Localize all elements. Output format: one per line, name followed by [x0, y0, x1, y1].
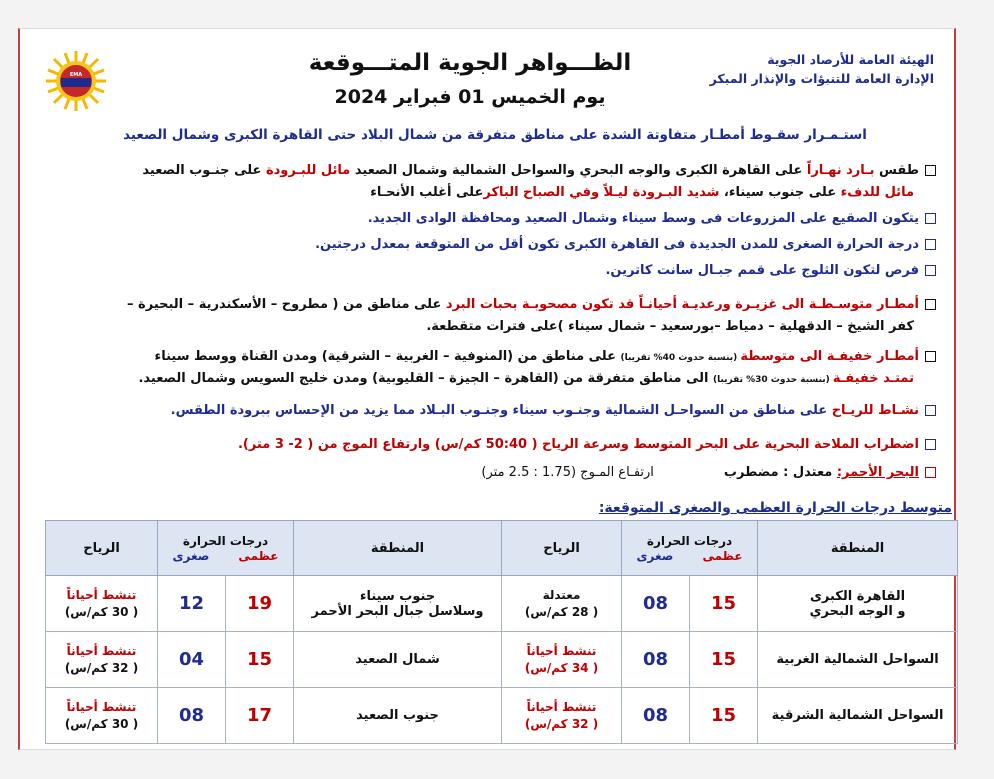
text: و الوجه البحري — [809, 603, 906, 619]
text: على جنـوب الصعيد — [142, 163, 266, 178]
list-item — [46, 260, 936, 282]
list-item-sea — [46, 462, 936, 484]
text: ( 32 كم/س) — [64, 660, 139, 675]
text: نشـاط للريـاح — [831, 403, 919, 418]
logo-text: EMA — [69, 72, 83, 78]
col-region: المنطقة — [294, 521, 502, 576]
text: تنشط أحياناً — [66, 643, 137, 658]
text: (بنسبة حدوث 30% تقريبا) — [713, 375, 833, 385]
max-temp: 19 — [226, 576, 294, 632]
region-cell — [758, 576, 958, 632]
text: تنشط أحياناً — [66, 587, 137, 602]
region-cell — [294, 632, 502, 688]
text: ( 32 كم/س) — [524, 716, 599, 731]
text: تمتـد خفيفـة — [832, 371, 914, 386]
temp-header: درجات الحرارة — [182, 534, 269, 548]
text: أمطـار خفيفـة الى متوسطة — [740, 349, 919, 364]
wind-cell — [502, 632, 622, 688]
col-region: المنطقة — [758, 521, 958, 576]
text: على مناطق من ( مطروح – الأسكندرية – البحيرة – — [127, 297, 446, 312]
text: السواحل الشمالية الشرقية — [771, 708, 944, 723]
org-line-2: الإدارة العامة للتنبؤات والإنذار المبكر — [709, 71, 934, 86]
list-item — [46, 234, 936, 256]
text: على أغلب الأنحـاء — [370, 185, 484, 200]
max-temp: 15 — [690, 576, 758, 632]
col-temp — [158, 521, 294, 576]
list-item-cont — [46, 182, 936, 204]
min-temp: 12 — [158, 576, 226, 632]
text: على مناطق من السواحـل الشمالية وجنـوب سيناء وجنـوب البـلاد — [414, 403, 832, 418]
text: كفر الشيخ – الدقهلية – دمياط –بورسعيد – شمال سيناء )على فترات متقطعة. — [426, 319, 914, 334]
max-header: عظمى — [238, 549, 279, 563]
text: ( 28 كم/س) — [524, 604, 599, 619]
max-temp: 15 — [690, 632, 758, 688]
min-header: صغرى — [172, 549, 210, 563]
min-temp: 08 — [622, 688, 690, 744]
text: ( 30 كم/س) — [64, 716, 139, 731]
checkbox-icon — [925, 265, 936, 276]
text: شمال الصعيد — [355, 652, 440, 667]
page-title: الظـــواهر الجوية المتـــوقعة — [308, 50, 632, 76]
list-item — [46, 294, 936, 316]
region-cell — [758, 688, 958, 744]
table-header — [46, 521, 958, 576]
headline: استـمـرار سقـوط أمطـار متفاوتة الشدة على مناطق متفرقة من شمال البلاد حتى القاهرة الكبرى وشمال الصعيد — [123, 127, 867, 143]
text: أمطـار متوسـطـة الى غزيـرة ورعديـة أحيانـاً قد تكون مصحوبـة بحبات البرد — [445, 297, 919, 312]
checkbox-icon — [925, 467, 936, 478]
text: فرص لتكون الثلوج على قمم جبـال سانت كاترين. — [605, 263, 919, 278]
text: تنشط أحياناً — [526, 643, 597, 658]
checkbox-icon — [925, 239, 936, 250]
max-temp: 15 — [226, 632, 294, 688]
bulletin-date: يوم الخميس 01 فبراير 2024 — [334, 86, 606, 108]
text: جنوب سيناء — [359, 588, 436, 604]
text: تنشط أحياناً — [66, 699, 137, 714]
sea-wave: ارتفـاع المـوج (1.75 : 2.5 متر) — [481, 465, 654, 480]
col-wind: الرياح — [46, 521, 158, 576]
table-row — [46, 688, 958, 744]
text: معتدلة — [542, 587, 581, 602]
text: تنشط أحياناً — [526, 699, 597, 714]
list-item — [46, 434, 936, 456]
text: جنوب الصعيد — [356, 708, 439, 723]
max-temp: 15 — [690, 688, 758, 744]
org-line-1: الهيئة العامة للأرصاد الجوية — [767, 52, 934, 67]
checkbox-icon — [925, 439, 936, 450]
text: (بنسبة حدوث 40% تقريبا) — [620, 353, 741, 363]
text: وسلاسل جبال البحر الأحمر — [311, 603, 484, 619]
min-temp: 08 — [622, 632, 690, 688]
col-temp — [622, 521, 758, 576]
max-header: عظمى — [702, 549, 743, 563]
wind-cell — [46, 632, 158, 688]
checkbox-icon — [925, 405, 936, 416]
org-name — [710, 50, 934, 88]
checkbox-icon — [925, 299, 936, 310]
text: درجة الحرارة الصغرى للمدن الجديدة فى القاهرة الكبرى تكون أقل من المتوقعة بمعدل درجتين. — [315, 237, 919, 252]
text: على القاهرة الكبرى والوجه البحري والسواحل الشمالية وشمال الصعيد — [350, 163, 807, 178]
sea-label: البحر الأحمر: — [836, 465, 919, 480]
text: على مناطق من (المنوفية – الغربية – الشرقية) ومدن القناة ووسط سيناء — [154, 349, 621, 364]
table-row — [46, 576, 958, 632]
wind-cell — [502, 576, 622, 632]
region-cell — [758, 632, 958, 688]
min-temp: 08 — [622, 576, 690, 632]
text: على جنوب سيناء، — [719, 185, 841, 200]
checkbox-icon — [925, 213, 936, 224]
wind-cell — [46, 688, 158, 744]
checkbox-icon — [925, 351, 936, 362]
region-cell — [294, 688, 502, 744]
text: اضطراب الملاحة البحرية على البحر المتوسط وسرعة الرياح ( 50:40 كم/س) وارتفاع الموج من ( 2- 3 متر). — [237, 437, 919, 452]
text: السواحل الشمالية الغربية — [776, 652, 939, 667]
sea-state: معتدل : مضطرب — [723, 465, 837, 480]
wind-cell — [502, 688, 622, 744]
text: ( 34 كم/س) — [524, 660, 599, 675]
list-item — [46, 160, 936, 182]
text: طقس — [874, 163, 919, 178]
temperature-table — [45, 520, 958, 744]
list-item — [46, 208, 936, 230]
list-item — [46, 346, 936, 369]
text: شديد البـرودة ليـلاً وفي الصباح الباكر — [483, 185, 720, 200]
table-title: متوسط درجات الحرارة العظمى والصغرى المتوقعة: — [598, 500, 952, 516]
temp-header: درجات الحرارة — [646, 534, 733, 548]
wind-cell — [46, 576, 158, 632]
region-cell — [294, 576, 502, 632]
text: بـارد نهـاراً — [806, 163, 875, 178]
text: مائل للبـرودة — [265, 163, 351, 178]
text: يتكون الصقيع على المزروعات فى وسط سيناء وشمال الصعيد ومحافظة الوادى الجديد. — [367, 211, 919, 226]
text: القاهرة الكبرى — [809, 588, 906, 604]
text: مائل للدفء — [840, 185, 914, 200]
list-item-cont — [46, 316, 936, 338]
list-item — [46, 400, 936, 422]
min-temp: 08 — [158, 688, 226, 744]
checkbox-icon — [925, 165, 936, 176]
list-item-cont — [46, 368, 936, 391]
max-temp: 17 — [226, 688, 294, 744]
min-header: صغرى — [636, 549, 674, 563]
table-row — [46, 632, 958, 688]
min-temp: 04 — [158, 632, 226, 688]
text: الى مناطق متفرقة من (القاهرة – الجيزة – القليوبية) ومدن خليج السويس وشمال الصعيد. — [138, 371, 714, 386]
ema-logo — [45, 50, 107, 112]
text: مما يزيد من الإحساس ببرودة الطقس. — [170, 403, 415, 418]
text: ( 30 كم/س) — [64, 604, 139, 619]
col-wind: الرياح — [502, 521, 622, 576]
